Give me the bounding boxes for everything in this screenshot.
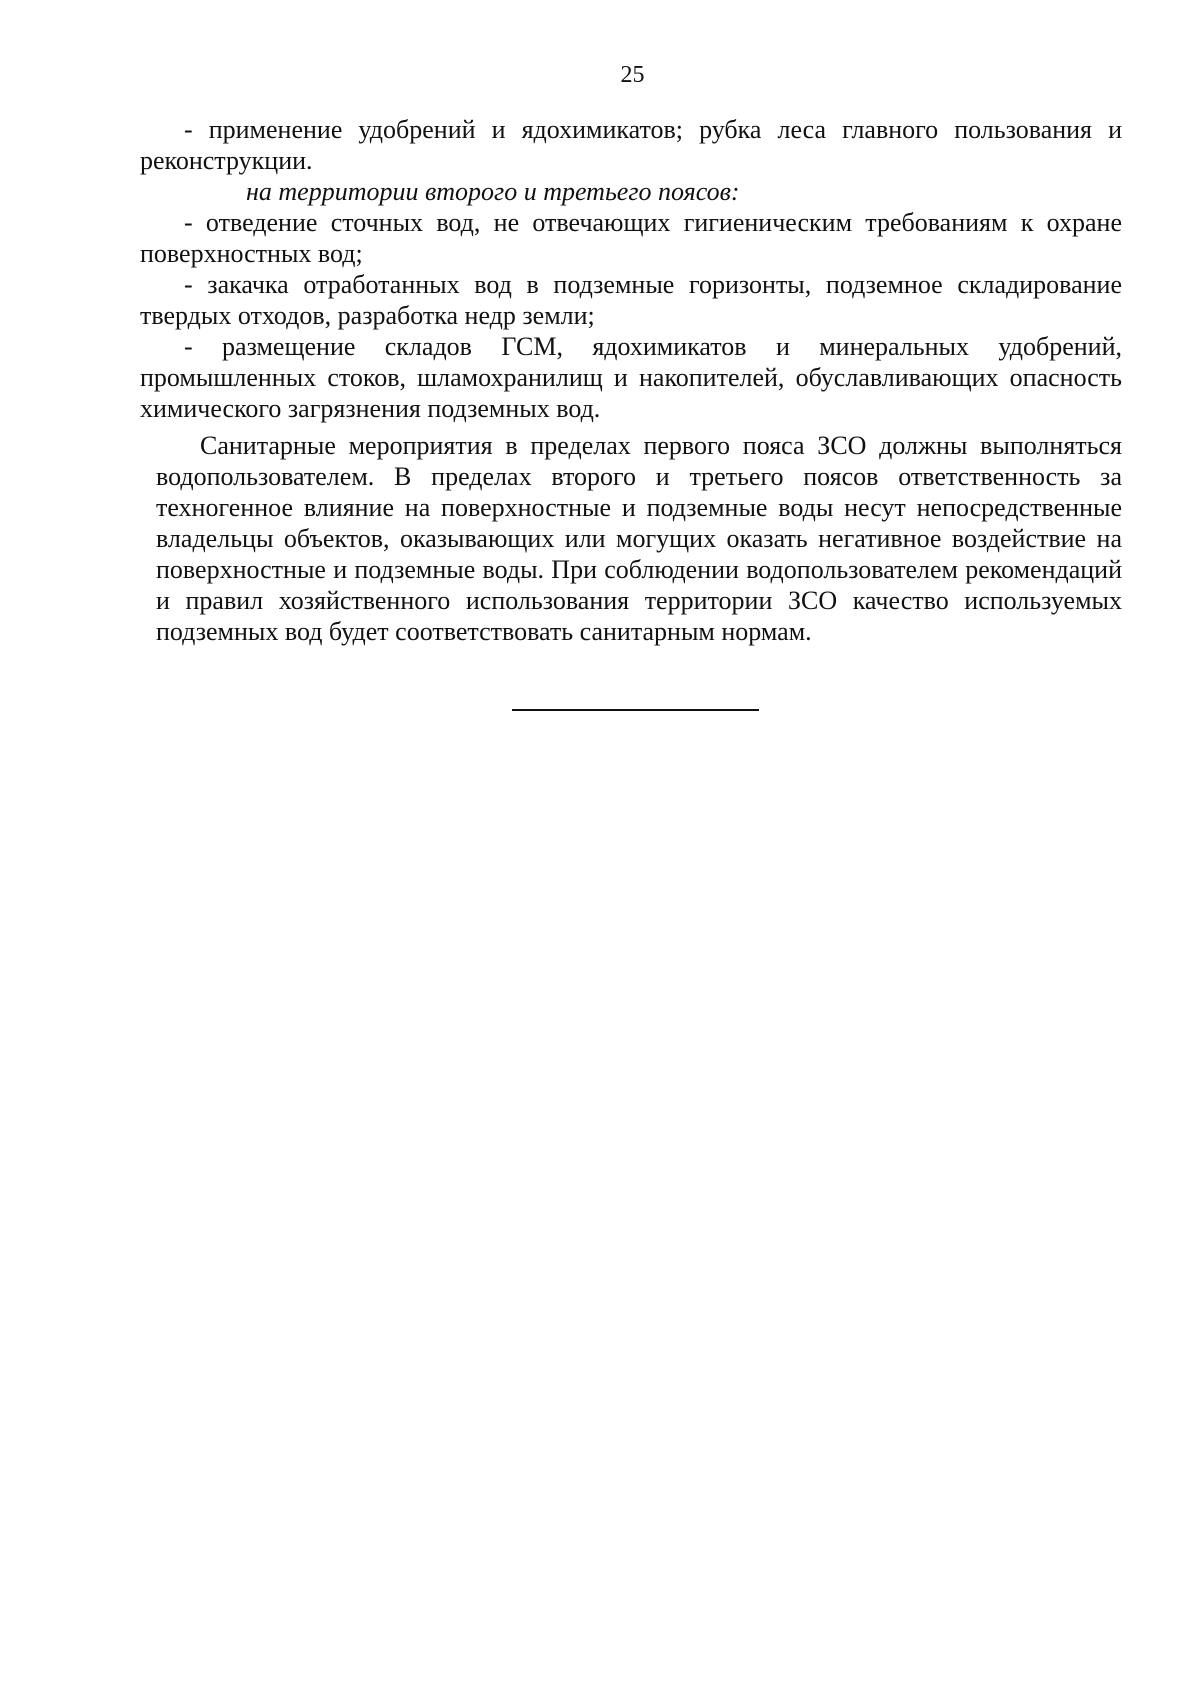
section-heading-second-third-belts: на территории второго и третьего поясов: xyxy=(246,177,740,206)
list-item-wastewater: - отведение сточных вод, не отвечающих гигиеническим требованиям к охране поверхностных вод; xyxy=(140,208,1122,268)
list-item-storage: - размещение складов ГСМ, ядохимикатов и минеральных удобрений, промышленных стоков, шламохранилищ и накопителей, обуславливающих опасность химического загрязнения подземных вод. xyxy=(140,332,1122,423)
sanitary-measures-block xyxy=(156,430,1122,647)
sanitary-measures-paragraph: Санитарные мероприятия в пределах первого пояса ЗСО должны выполняться водопользователем. В пределах второго и третьего поясов ответственность за техногенное влияние на поверхностные и подземные воды несут непосредственные владельцы объектов, оказывающих или могущих оказать негативное воздействие на поверхностные и подземные воды. При соблюдении водопользователем рекомендаций и правил хозяйственного использования территории ЗСО качество используемых подземных вод будет соответствовать санитарным нормам. xyxy=(156,431,1122,646)
page-number: 25 xyxy=(620,62,645,88)
end-divider xyxy=(512,709,759,711)
list-item-injection: - закачка отработанных вод в подземные горизонты, подземное складирование твердых отходов, разработка недр земли; xyxy=(140,270,1122,330)
list-item-fertilizers: - применение удобрений и ядохимикатов; рубка леса главного пользования и реконструкции. xyxy=(140,115,1122,175)
restrictions-list xyxy=(140,114,1122,424)
